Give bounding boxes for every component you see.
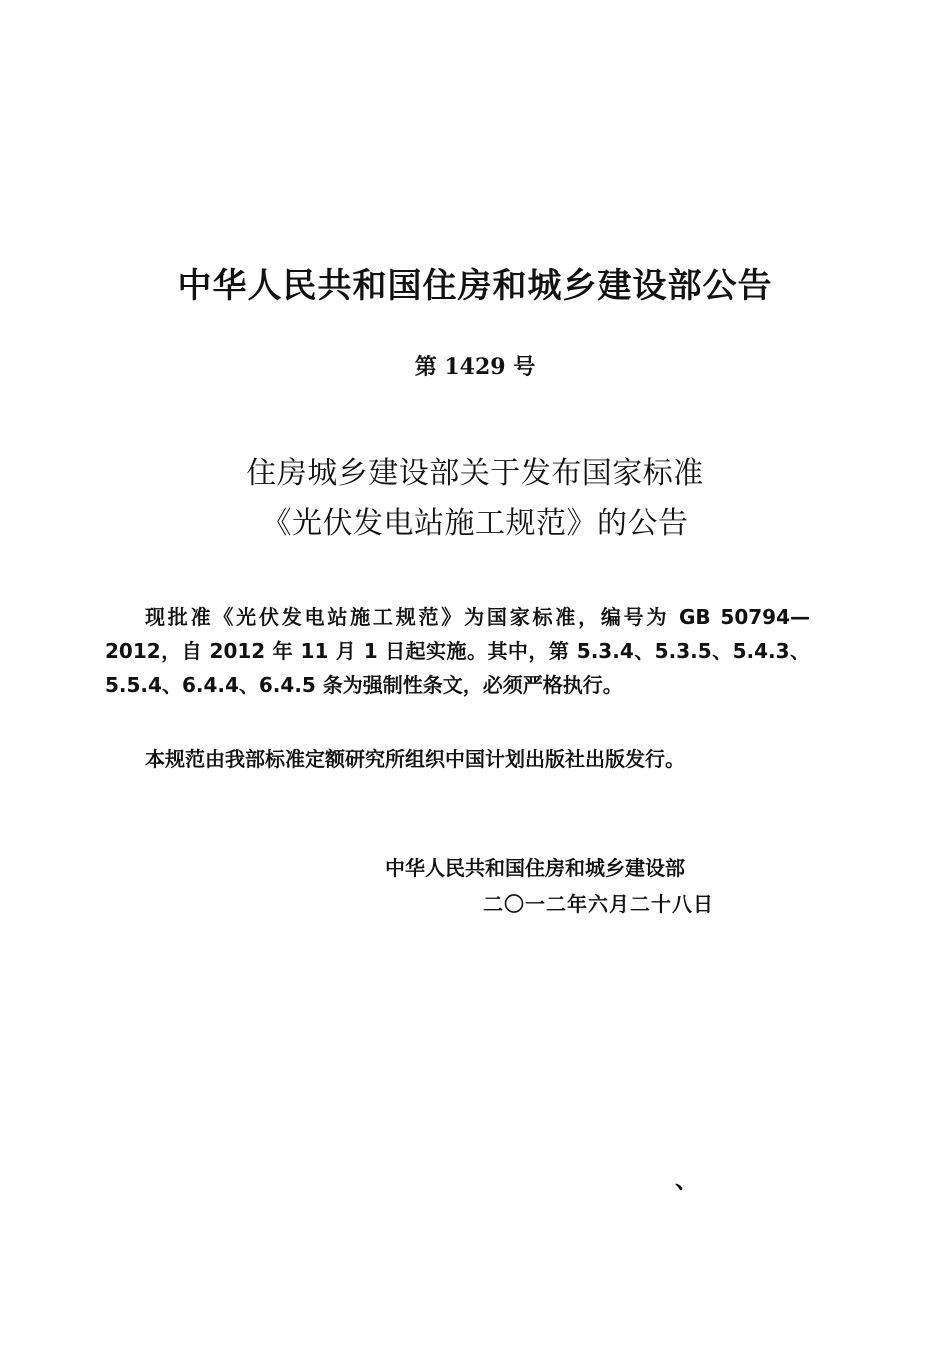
ministry-announcement-title: 中华人民共和国住房和城乡建设部公告 bbox=[177, 266, 773, 306]
announcement-subject-line-1: 住房城乡建设部关于发布国家标准 bbox=[246, 456, 704, 491]
paragraph-2-text: 本规范由我部标准定额研究所组织中国计划出版社出版发行。 bbox=[145, 747, 685, 771]
issuing-authority-signature: 中华人民共和国住房和城乡建设部 bbox=[385, 856, 685, 880]
paragraph-1-text: 现批准《光伏发电站施工规范》为国家标准，编号为 GB 50794—2012，自 2012 年 11 月 1 日起实施。其中，第 5.3.4、5.3.5、5.4.3、5.5.4、6.4.4、6.4.5 条为强制性条文，必须严格执行。 bbox=[105, 605, 810, 697]
issue-date: 二〇一二年六月二十八日 bbox=[483, 892, 714, 916]
announcement-subject-line-2: 《光伏发电站施工规范》的公告 bbox=[261, 506, 689, 541]
stray-punctuation-mark: 、 bbox=[675, 1166, 699, 1194]
announcement-body-paragraph-1 bbox=[105, 600, 810, 702]
announcement-number: 第 1429 号 bbox=[414, 354, 536, 380]
announcement-body-paragraph-2 bbox=[105, 742, 810, 776]
